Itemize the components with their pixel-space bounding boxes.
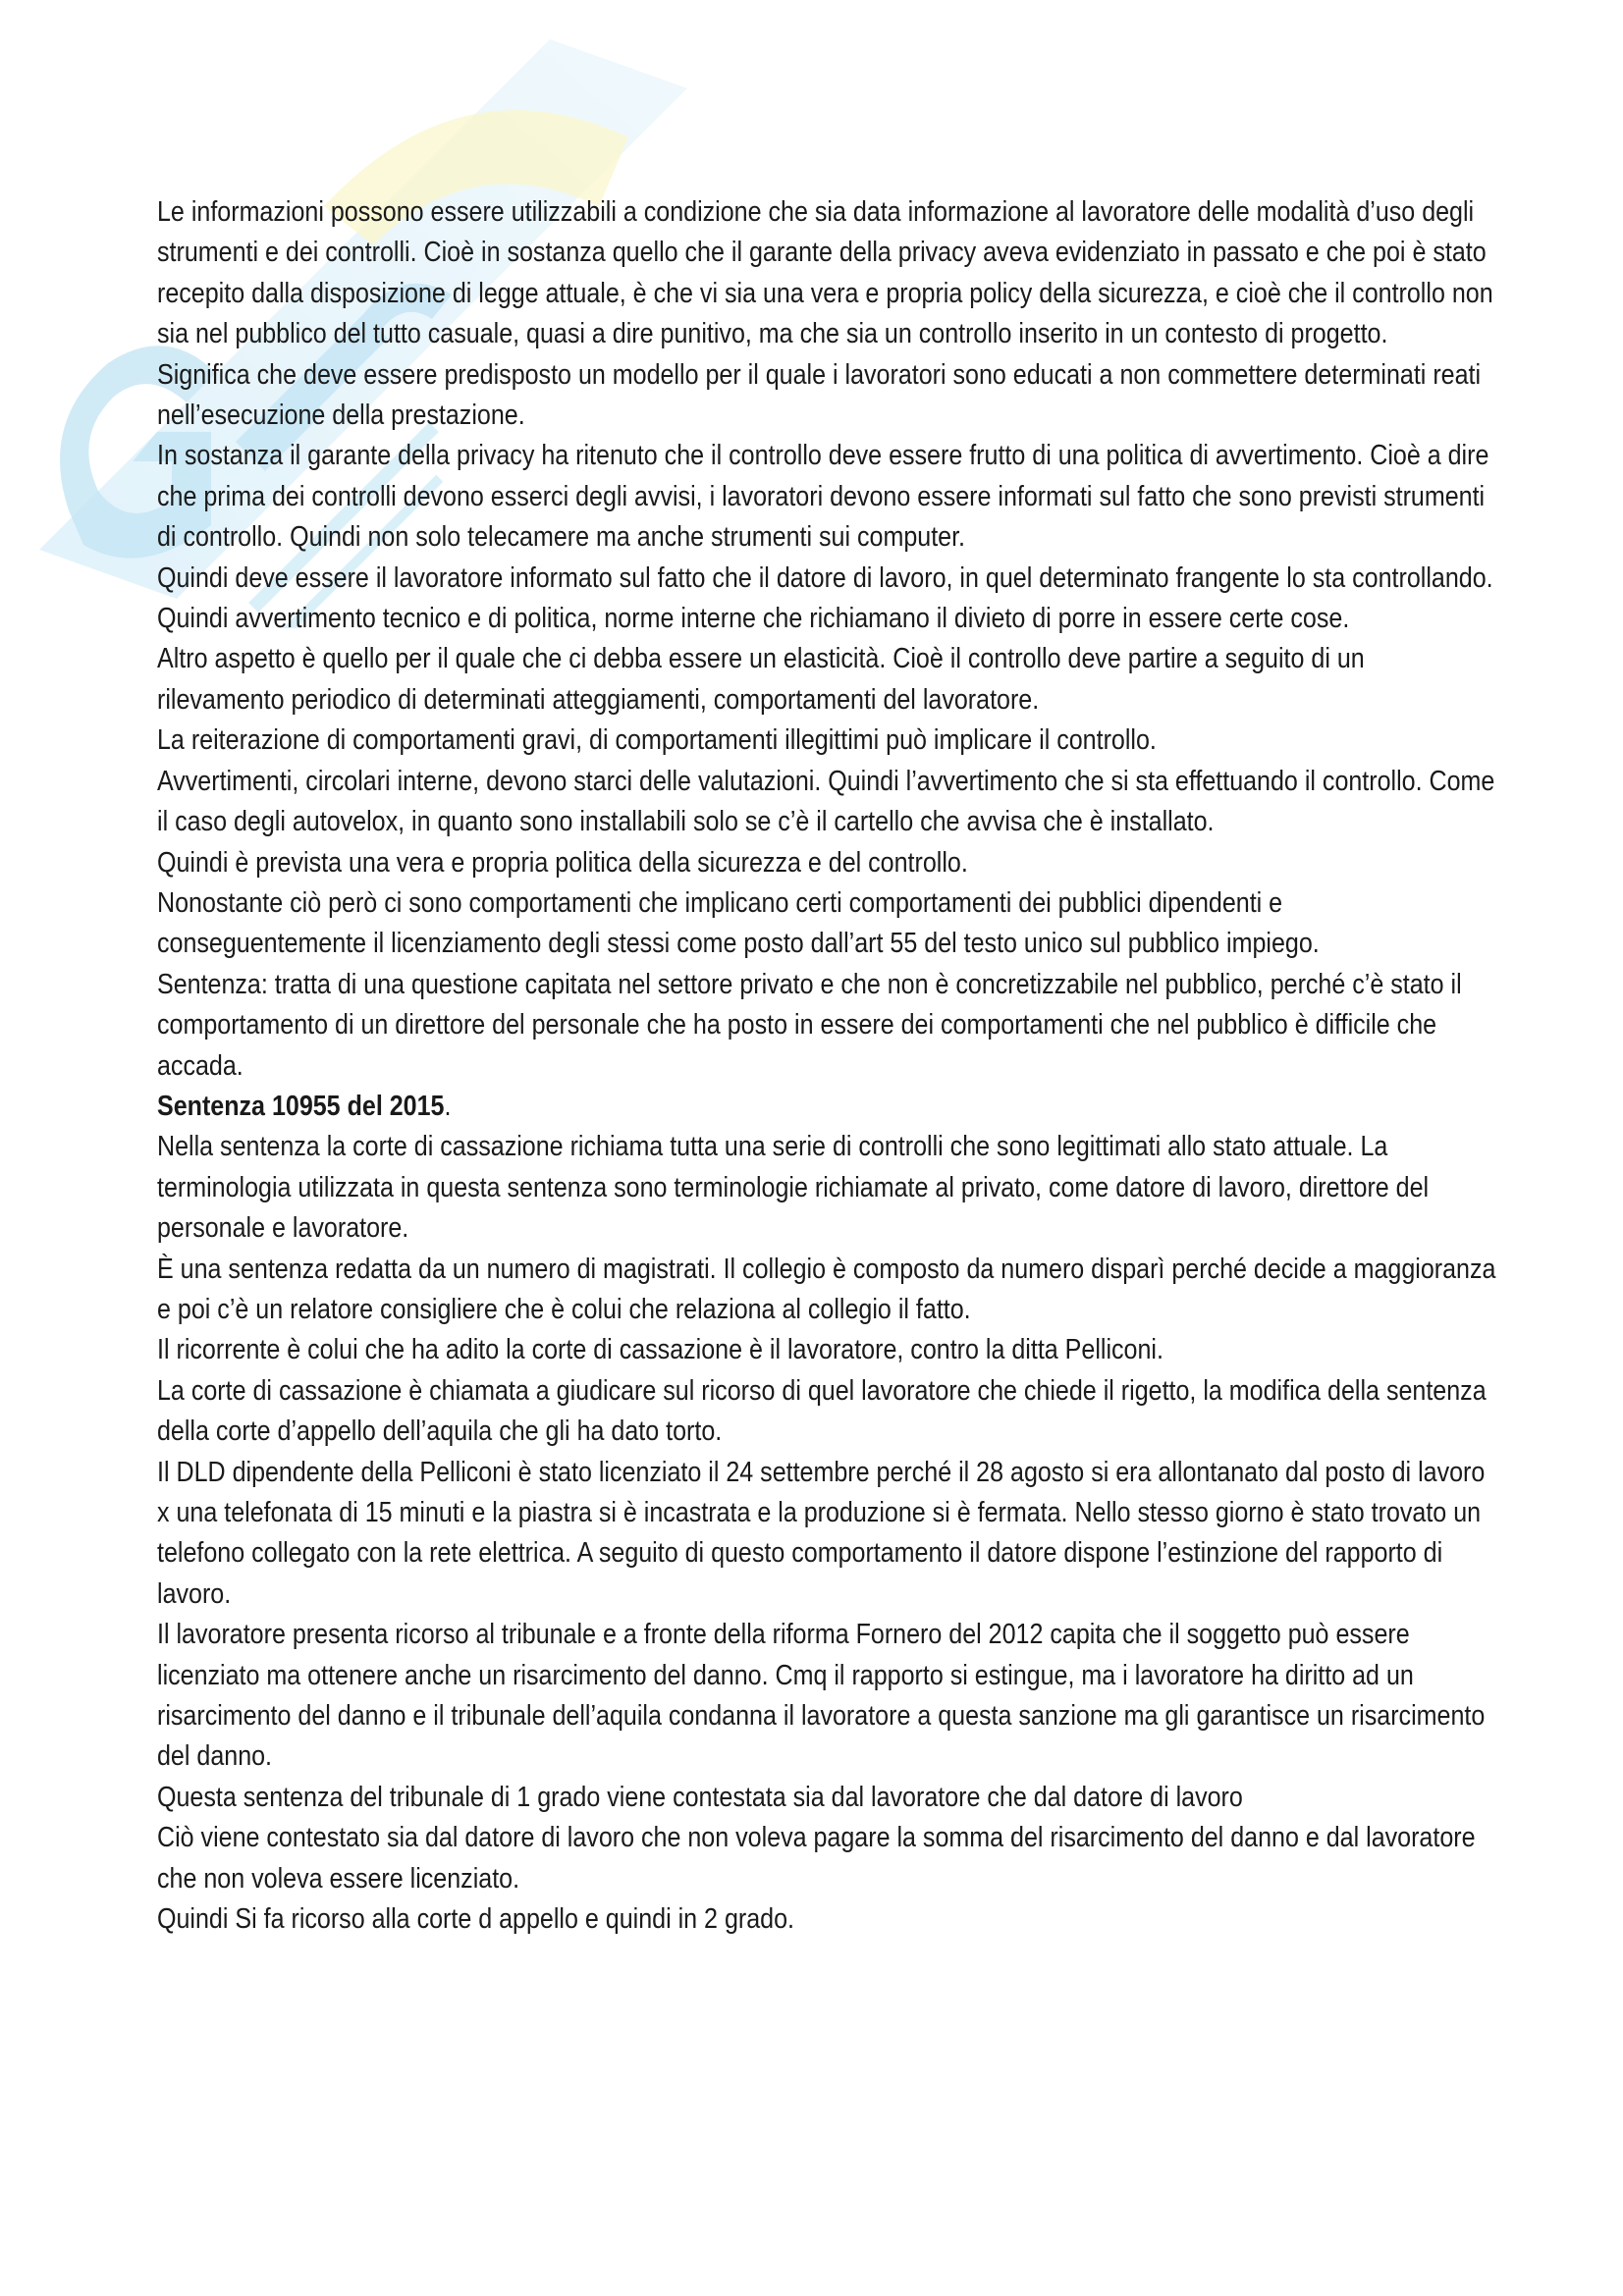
paragraph: Altro aspetto è quello per il quale che ci debba essere un elasticità. Cioè il controllo deve partire a seguito di un rilevamento periodico di determinati atteggiamenti, comportamenti del lavoratore.	[157, 643, 1365, 716]
paragraph: Il lavoratore presenta ricorso al tribunale e a fronte della riforma Fornero del 2012 capita che il soggetto può essere licenziato ma ottenere anche un risarcimento del danno. Cmq il rapporto si estingue, ma i lavoratore ha diritto ad un risarcimento del danno e il tribunale dell’aquila condanna il lavoratore a questa sanzione ma gli garantisce un risarcimento del danno.	[157, 1619, 1486, 1773]
paragraph: Significa che deve essere predisposto un modello per il quale i lavoratori sono educati a non commettere determinati reati nell’esecuzione della prestazione.	[157, 358, 1482, 432]
section-heading-bold: Sentenza 10955 del 2015	[157, 1090, 445, 1122]
section-heading-suffix: .	[444, 1090, 452, 1122]
paragraph: La reiterazione di comportamenti gravi, di comportamenti illegittimi può implicare il controllo.	[157, 724, 1157, 757]
paragraph: Quindi Si fa ricorso alla corte d appello e quindi in 2 grado.	[157, 1903, 794, 1936]
paragraph: Questa sentenza del tribunale di 1 grado viene contestata sia dal lavoratore che dal datore di lavoro	[157, 1781, 1243, 1813]
paragraph: Quindi avvertimento tecnico e di politica, norme interne che richiamano il divieto di porre in essere certe cose.	[157, 603, 1350, 635]
document-body	[157, 192, 1497, 1940]
paragraph: Ciò viene contestato sia dal datore di lavoro che non voleva pagare la somma del risarcimento del danno e dal lavoratore che non voleva essere licenziato.	[157, 1822, 1476, 1895]
paragraph: Nonostante ciò però ci sono comportamenti che implicano certi comportamenti dei pubblici dipendenti e conseguentemente il licenziamento degli stessi come posto dall’art 55 del testo unico sul pubblico impiego.	[157, 886, 1320, 960]
paragraph: Il DLD dipendente della Pelliconi è stato licenziato il 24 settembre perché il 28 agosto si era allontanato dal posto di lavoro x una telefonata di 15 minuti e la piastra si è incastrata e la produzione si è fermata. Nello stesso giorno è stato trovato un telefono collegato con la rete elettrica. A seguito di questo comportamento il datore dispone l’estinzione del rapporto di lavoro.	[157, 1456, 1486, 1610]
paragraph: Quindi deve essere il lavoratore informato sul fatto che il datore di lavoro, in quel determinato frangente lo sta controllando.	[157, 561, 1493, 594]
paragraph: Il ricorrente è colui che ha adito la corte di cassazione è il lavoratore, contro la ditta Pelliconi.	[157, 1334, 1163, 1366]
paragraph: Avvertimenti, circolari interne, devono starci delle valutazioni. Quindi l’avvertimento che si sta effettuando il controllo. Come il caso degli autovelox, in quanto sono installabili solo se c’è il cartello che avvisa che è installato.	[157, 765, 1495, 838]
paragraph: È una sentenza redatta da un numero di magistrati. Il collegio è composto da numero disparì perché decide a maggioranza e poi c’è un relatore consigliere che è colui che relaziona al collegio il fatto.	[157, 1253, 1496, 1325]
paragraph: La corte di cassazione è chiamata a giudicare sul ricorso di quel lavoratore che chiede il rigetto, la modifica della sentenza della corte d’appello dell’aquila che gli ha dato torto.	[157, 1374, 1487, 1448]
section-heading	[157, 1087, 1497, 1127]
paragraph: Sentenza: tratta di una questione capitata nel settore privato e che non è concretizzabile nel pubblico, perché c’è stato il comportamento di un direttore del personale che ha posto in essere dei comportamenti che nel pubblico è difficile che accada.	[157, 968, 1462, 1082]
paragraph: Quindi è prevista una vera e propria politica della sicurezza e del controllo.	[157, 846, 968, 879]
paragraph: Nella sentenza la corte di cassazione richiama tutta una serie di controlli che sono legittimati allo stato attuale. La terminologia utilizzata in questa sentenza sono terminologie richiamate al privato, come datore di lavoro, direttore del personale e lavoratore.	[157, 1131, 1430, 1245]
paragraph: Le informazioni possono essere utilizzabili a condizione che sia data informazione al lavoratore delle modalità d’uso degli strumenti e dei controlli. Cioè in sostanza quello che il garante della privacy aveva evidenziato in passato e che poi è stato recepito dalla disposizione di legge attuale, è che vi sia una vera e propria policy della sicurezza, e cioè che il controllo non sia nel pubblico del tutto casuale, quasi a dire punitivo, ma che sia un controllo inserito in un contesto di progetto.	[157, 196, 1493, 350]
paragraph: In sostanza il garante della privacy ha ritenuto che il controllo deve essere frutto di una politica di avvertimento. Cioè a dire che prima dei controlli devono esserci degli avvisi, i lavoratori devono essere informati sul fatto che sono previsti strumenti di controllo. Quindi non solo telecamere ma anche strumenti sui computer.	[157, 440, 1489, 554]
